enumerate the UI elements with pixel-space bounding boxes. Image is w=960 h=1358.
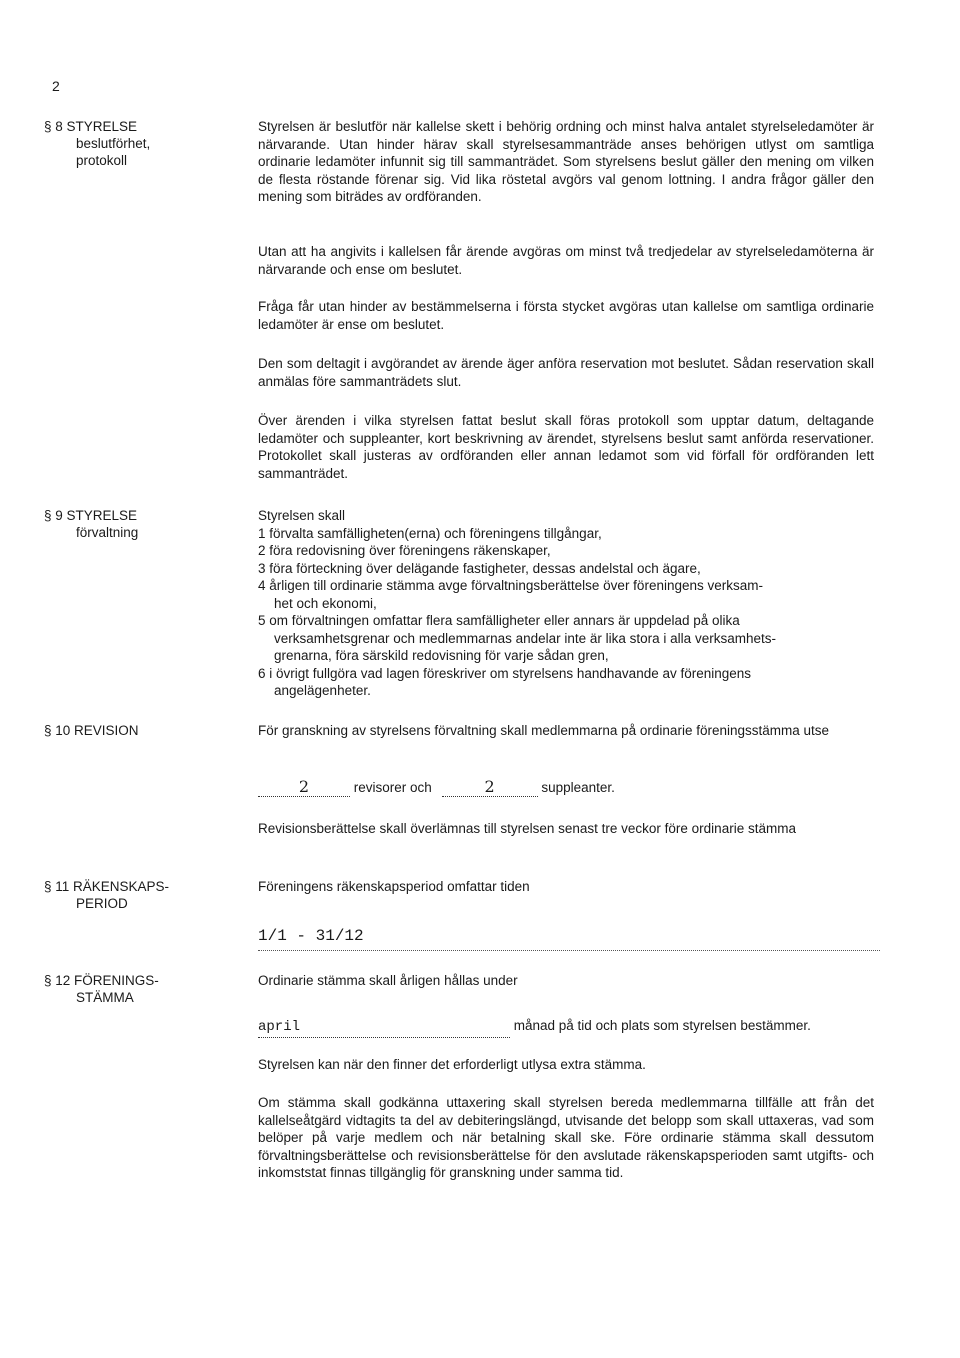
meeting-month-line xyxy=(258,1017,874,1038)
section-8-paragraph-1: Styrelsen är beslutför när kallelse skett i behörig ordning och minst halva antalet styrelseledamöter är närvarande. Utan hinder härav skall styrelsesammanträde anses behörigen utlyst om samtliga ordinarie ledamöter infunnit sig till sammanträdet. Som styrelsens beslut gäller den mening om vilken de flesta röstande förenar sig. Vid lika röstetal avgörs val genom lottning. I andra frågor gäller den mening som biträdes av ordföranden. xyxy=(258,119,874,204)
section-9-item-4: 4 årligen till ordinarie stämma avge förvaltningsberättelse över föreningens verksam- xyxy=(258,578,763,593)
revisor-line xyxy=(258,778,874,797)
section-11-paragraph: Föreningens räkenskapsperiod omfattar tiden xyxy=(258,879,530,894)
section-9-subtitle: förvaltning xyxy=(76,525,139,540)
suppleanter-label: suppleanter. xyxy=(541,780,615,795)
section-9-item-2: 2 föra redovisning över föreningens räkenskaper, xyxy=(258,543,551,558)
section-12-heading xyxy=(44,972,224,1006)
section-9-item-3: 3 föra förteckning över delägande fastigheter, dessas andelstal och ägare, xyxy=(258,560,701,576)
section-9-heading xyxy=(44,507,224,541)
section-9-item-6: 6 i övrigt fullgöra vad lagen föreskriver om styrelsens handhavande av föreningens xyxy=(258,665,752,681)
section-9-intro: Styrelsen skall xyxy=(258,508,346,523)
section-9-item-4-cont: het och ekonomi, xyxy=(274,595,377,611)
section-8-heading xyxy=(44,118,224,169)
section-9-item-5-cont-1: verksamhetsgrenar och medlemmarnas andelar inte är lika stora i alla verksamhets- xyxy=(274,630,776,646)
section-8-subtitle-1: beslutförhet, xyxy=(76,136,151,151)
accounting-period: 1/1 - 31/12 xyxy=(258,927,364,945)
section-10-paragraph-2: Revisionsberättelse skall överlämnas till styrelsen senast tre veckor före ordinarie stämma xyxy=(258,821,796,836)
page-number: 2 xyxy=(52,78,60,94)
section-9-item-6-cont: angelägenheter. xyxy=(274,683,371,698)
meeting-month-suffix: månad på tid och plats som styrelsen bestämmer. xyxy=(513,1018,811,1033)
section-9-item-1: 1 förvalta samfälligheten(erna) och föreningens tillgångar, xyxy=(258,525,602,541)
revisorer-label: revisorer och xyxy=(353,780,432,795)
section-12-subtitle: STÄMMA xyxy=(76,990,134,1005)
section-8-subtitle-2: protokoll xyxy=(76,153,128,168)
section-8-paragraph-4: Den som deltagit i avgörandet av ärende äger anföra reservation mot beslutet. Sådan reservation skall anmälas före sammanträdets slut. xyxy=(258,356,874,389)
section-11-title: § 11 RÄKENSKAPS- xyxy=(44,879,170,894)
section-8-paragraph-5: Över ärenden i vilka styrelsen fattat beslut skall föras protokoll som upptar datum, deltagande ledamöter och suppleanter, kort beskrivning av ärendet, styrelsens beslut samt anförda reservationer. Protokollet skall justeras av ordföranden eller annan ledamot som vid förfall för ordföranden lett sammanträdet. xyxy=(258,413,874,481)
section-8-paragraph-2: Utan att ha angivits i kallelsen får ärende avgöras om minst två tredjedelar av styrelseledamöterna är närvarande och ense om beslutet. xyxy=(258,244,874,277)
section-12-paragraph-3: Om stämma skall godkänna uttaxering skall styrelsen bereda medlemmarna tillfälle att från det kallelseåtgärd vidtagits ta del av debiteringslängd, utvisande det belopp som skall uttaxeras, vad som belöper på varje medlem och när betalning skall ske. Före ordinarie stämma skall dessutom förvaltningsberättelse och revisionsberättelse för den avslutade räkenskapsperioden samt utgifts- och inkomststat finnas tillgänglig för granskning under samma tid. xyxy=(258,1095,874,1180)
revisorer-count: 2 xyxy=(258,778,350,797)
section-10-heading xyxy=(44,722,224,739)
section-11-subtitle: PERIOD xyxy=(76,896,128,911)
section-12-title: § 12 FÖRENINGS- xyxy=(44,973,159,988)
section-8-paragraph-3: Fråga får utan hinder av bestämmelserna i första stycket avgöras utan kallelse om samtliga ordinarie ledamöter är ense om beslutet. xyxy=(258,299,874,332)
section-10-title: § 10 REVISION xyxy=(44,723,139,738)
section-9-item-5-cont-2: grenarna, föra särskild redovisning för varje sådan gren, xyxy=(274,648,609,663)
section-11-heading xyxy=(44,878,224,912)
period-dotted-line xyxy=(258,950,880,951)
section-9-list xyxy=(258,507,874,700)
section-8-title: § 8 STYRELSE xyxy=(44,119,138,134)
section-12-paragraph-1: Ordinarie stämma skall årligen hållas under xyxy=(258,973,518,988)
suppleanter-count: 2 xyxy=(442,778,538,797)
meeting-month: april xyxy=(258,1019,510,1038)
section-10-paragraph-1: För granskning av styrelsens förvaltning skall medlemmarna på ordinarie föreningsstämma utse xyxy=(258,723,830,738)
section-9-title: § 9 STYRELSE xyxy=(44,508,138,523)
section-12-paragraph-2: Styrelsen kan när den finner det erforderligt utlysa extra stämma. xyxy=(258,1057,646,1072)
section-9-item-5: 5 om förvaltningen omfattar flera samfälligheter eller annars är uppdelad på olika xyxy=(258,613,740,628)
